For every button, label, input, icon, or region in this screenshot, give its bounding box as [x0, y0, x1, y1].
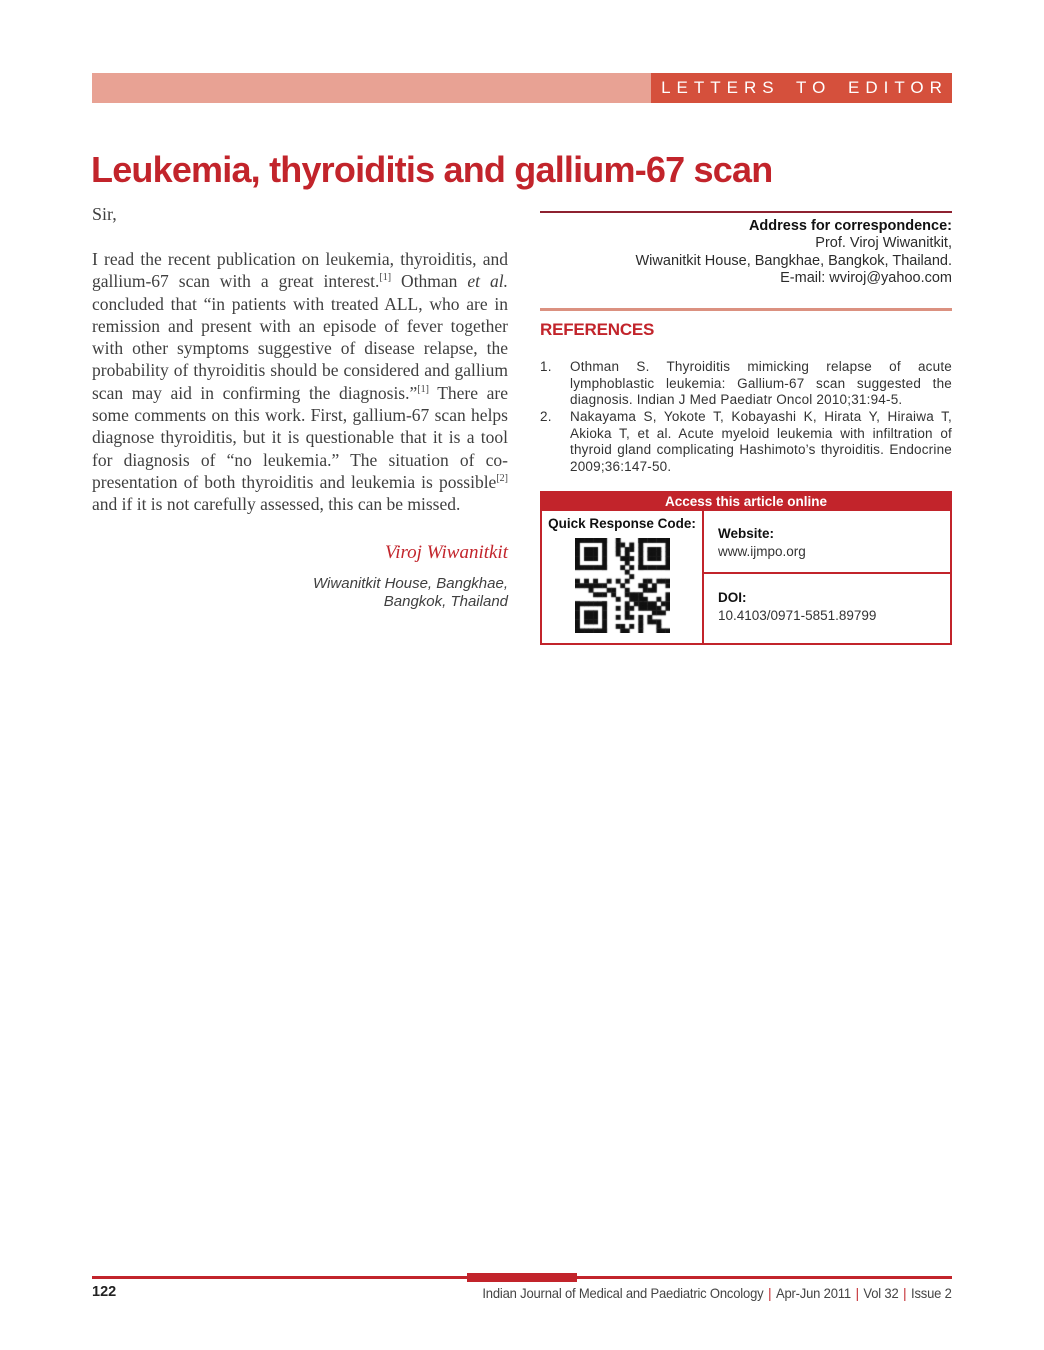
salutation: Sir, — [92, 204, 117, 224]
author-signature — [92, 542, 508, 612]
correspondence-block — [540, 218, 952, 287]
footer-page-number: 122 — [92, 1284, 117, 1300]
correspondence-email: E-mail: wviroj@yahoo.com — [780, 269, 952, 286]
correspondence-line: Wiwanitkit House, Bangkhae, Bangkok, Thailand. — [635, 252, 952, 269]
section-banner-label: LETTERS TO EDITOR — [661, 78, 948, 97]
section-banner-label-box — [651, 73, 952, 103]
qr-cell — [542, 511, 704, 643]
reference-item — [540, 359, 952, 409]
author-affiliation-line: Wiwanitkit House, Bangkhae, — [313, 574, 508, 592]
correspondence-label: Address for correspondence: — [748, 218, 952, 234]
footer-rule-center-tick — [467, 1273, 577, 1282]
doi-section — [704, 572, 950, 643]
website-label: Website: — [718, 526, 775, 542]
correspondence-line: Prof. Viroj Wiwanitkit, — [815, 235, 952, 252]
author-affiliation — [92, 575, 508, 612]
access-article-box — [540, 491, 952, 645]
article-body-column — [92, 204, 508, 612]
access-box-header: Access this article online — [542, 493, 950, 511]
reference-text: Nakayama S, Yokote T, Kobayashi K, Hirata Y, Hiraiwa T, Akioka T, et al. Acute myeloid leukemia with infiltration of thyroid gland complicating Hashimoto’s thyroiditis. Endocrine 2009;36:147-50. — [570, 408, 952, 474]
article-meta-column — [540, 211, 952, 645]
access-box-body — [542, 511, 950, 643]
references-heading: REFERENCES — [540, 320, 655, 340]
section-banner — [92, 73, 952, 103]
doi-label: DOI: — [718, 590, 747, 606]
article-paragraph: I read the recent publication on leukemia, thyroiditis, and gallium-67 scan with a great interest.[1] Othman et al. concluded that “in patients with treated ALL, who are in remission and present with an episode of fever together with other symptoms suggestive of disease relapse, the probability of thyroiditis should be considered and gallium scan may aid in confirming the diagnosis.”[1] There are some comments on this work. First, gallium-67 scan helps diagnose thyroiditis, but it is questionable that it is a tool for diagnosis of “no leukemia.” The situation of co-presentation of both thyroiditis and leukemia is possible[2] and if it is not carefully assessed, this can be missed. — [92, 249, 509, 515]
website-section — [704, 511, 950, 572]
reference-number: 2. — [540, 408, 552, 424]
references-top-rule — [540, 308, 952, 311]
author-name: Viroj Wiwanitkit — [385, 541, 508, 563]
references-list — [540, 359, 952, 475]
reference-item — [540, 409, 952, 475]
reference-text: Othman S. Thyroiditis mimicking relapse of acute lymphoblastic leukemia: Gallium-67 scan suggested the diagnosis. Indian J Med Paediatr Oncol 2010;31:94-5. — [570, 359, 952, 408]
access-links-cell — [704, 511, 950, 643]
doi-value: 10.4103/0971-5851.89799 — [718, 608, 877, 624]
author-affiliation-line: Bangkok, Thailand — [383, 593, 508, 611]
qr-label: Quick Response Code: — [548, 516, 696, 532]
correspondence-top-rule — [540, 211, 952, 213]
reference-number: 1. — [540, 359, 552, 375]
page-title: Leukemia, thyroiditis and gallium-67 scan — [91, 149, 773, 191]
qr-code-icon — [575, 538, 670, 633]
website-url: www.ijmpo.org — [718, 544, 806, 560]
footer-journal-info: Indian Journal of Medical and Paediatric Oncology | Apr-Jun 2011 | Vol 32 | Issue 2 — [482, 1285, 952, 1301]
